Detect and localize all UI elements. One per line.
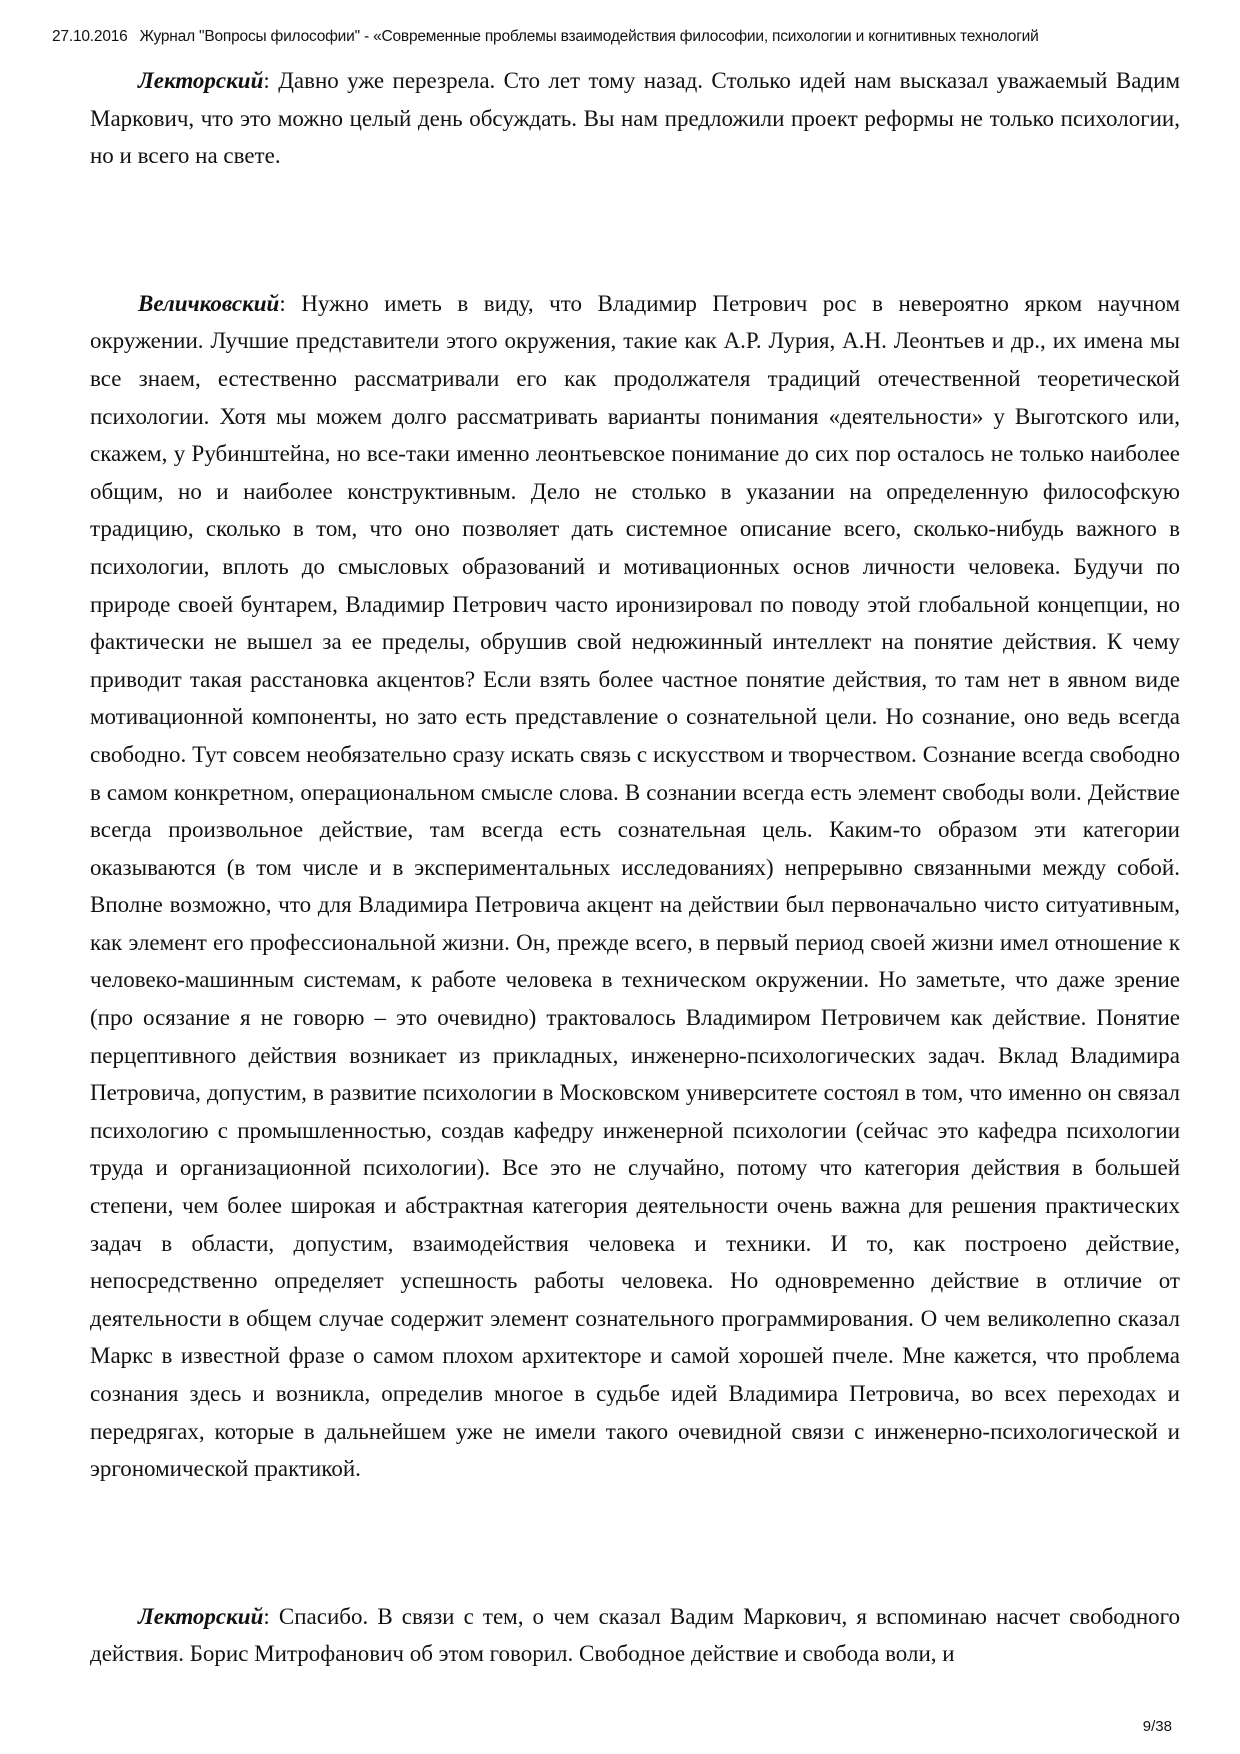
page-header: [52, 28, 1202, 46]
header-date: 27.10.2016: [52, 28, 128, 45]
speaker-separator: :: [279, 290, 302, 316]
paragraph-text: Спасибо. В связи с тем, о чем сказал Вадим Маркович, я вспоминаю насчет свободного действия. Борис Митрофанович об этом говорил. Свободное действие и свобода воли, и: [90, 1603, 1181, 1667]
speaker-name: Лекторский: [138, 68, 264, 93]
speaker-separator: :: [263, 68, 279, 93]
speaker-name: Лекторский: [138, 1603, 264, 1629]
speaker-name: Величковский: [138, 290, 280, 316]
paragraph-text: Нужно иметь в виду, что Владимир Петрович рос в невероятно ярком научном окружении. Лучшие представители этого окружения, такие как А.Р. Лурия, А.Н. Леонтьев и др., их имена мы все знаем, естественно рассматривали его как продолжателя традиций отечественной теоретической психологии. Хотя мы можем долго рассматривать варианты понимания «деятельности» у Выготского или, скажем, у Рубинштейна, но все-таки именно леонтьевское понимание до сих пор осталось не только наиболее общим, но и наиболее конструктивным. Дело не столько в указании на определенную философскую традицию, сколько в том, что оно позволяет дать системное описание всего, сколько-нибудь важного в психологии, вплоть до смысловых образований и мотивационных основ личности человека. Будучи по природе своей бунтарем, Владимир Петрович часто иронизировал по поводу этой глобальной концепции, но фактически не вышел за ее пределы, обрушив свой недюжинный интеллект на понятие действия. К чему приводит такая расстановка акцентов? Если взять более частное понятие действия, то там нет в явном виде мотивационной компоненты, но зато есть представление о сознательной цели. Но сознание, оно ведь всегда свободно. Тут совсем необязательно сразу искать связь с искусством и творчеством. Сознание всегда свободно в самом конкретном, операциональном смысле слова. В сознании всегда есть элемент свободы воли. Действие всегда произвольное действие, там всегда есть сознательная цель. Каким-то образом эти категории оказываются (в том числе и в экспериментальных исследованиях) непрерывно связанными между собой. Вполне возможно, что для Владимира Петровича акцент на действии был первоначально чисто ситуативным, как элемент его профессиональной жизни. Он, прежде всего, в первый период своей жизни имел отношение к человеко-машинным системам, к работе человека в техническом окружении. Но заметьте, что даже зрение (про осязание я не говорю – это очевидно) трактовалось Владимиром Петровичем как действие. Понятие перцептивного действия возникает из прикладных, инженерно-психологических задач. Вклад Владимира Петровича, допустим, в развитие психологии в Московском университете состоял в том, что именно он связал психологию с промышленностью, создав кафедру инженерной психологии (сейчас это кафедра психологии труда и организационной психологии). Все это не случайно, потому что категория действия в большей степени, чем более широкая и абстрактная категория деятельности очень важна для решения практических задач в области, допустим, взаимодействия человека и техники. И то, как построено действие, непосредственно определяет успешность работы человека. Но одновременно действие в отличие от деятельности в общем случае содержит элемент сознательного программирования. О чем великолепно сказал Маркс в известной фразе о самом плохом архитекторе и самой хорошей пчеле. Мне кажется, что проблема сознания здесь и возникла, определив многое в судьбе идей Владимира Петровича, во всех переходах и передрягах, которые в дальнейшем уже не имели такого очевидной связи с инженерно-психологической и эргономической практикой.: [90, 290, 1181, 1482]
article-body: [90, 62, 1180, 1673]
paragraph-lektorsky-1: [90, 62, 1180, 175]
paragraph-velichkovsky: [90, 285, 1180, 1488]
paragraph-lektorsky-2: [90, 1598, 1180, 1673]
page-number: 9/38: [1142, 1718, 1172, 1735]
speaker-separator: :: [263, 1603, 279, 1629]
paragraph-text: Давно уже перезрела. Сто лет тому назад. Столько идей нам высказал уважаемый Вадим Маркович, что это можно целый день обсуждать. Вы нам предложили проект реформы не только психологии, но и всего на свете.: [90, 68, 1180, 169]
header-title: Журнал "Вопросы философии" - «Современные проблемы взаимодействия философии, психологии и когнитивных технологий: [139, 28, 1039, 45]
